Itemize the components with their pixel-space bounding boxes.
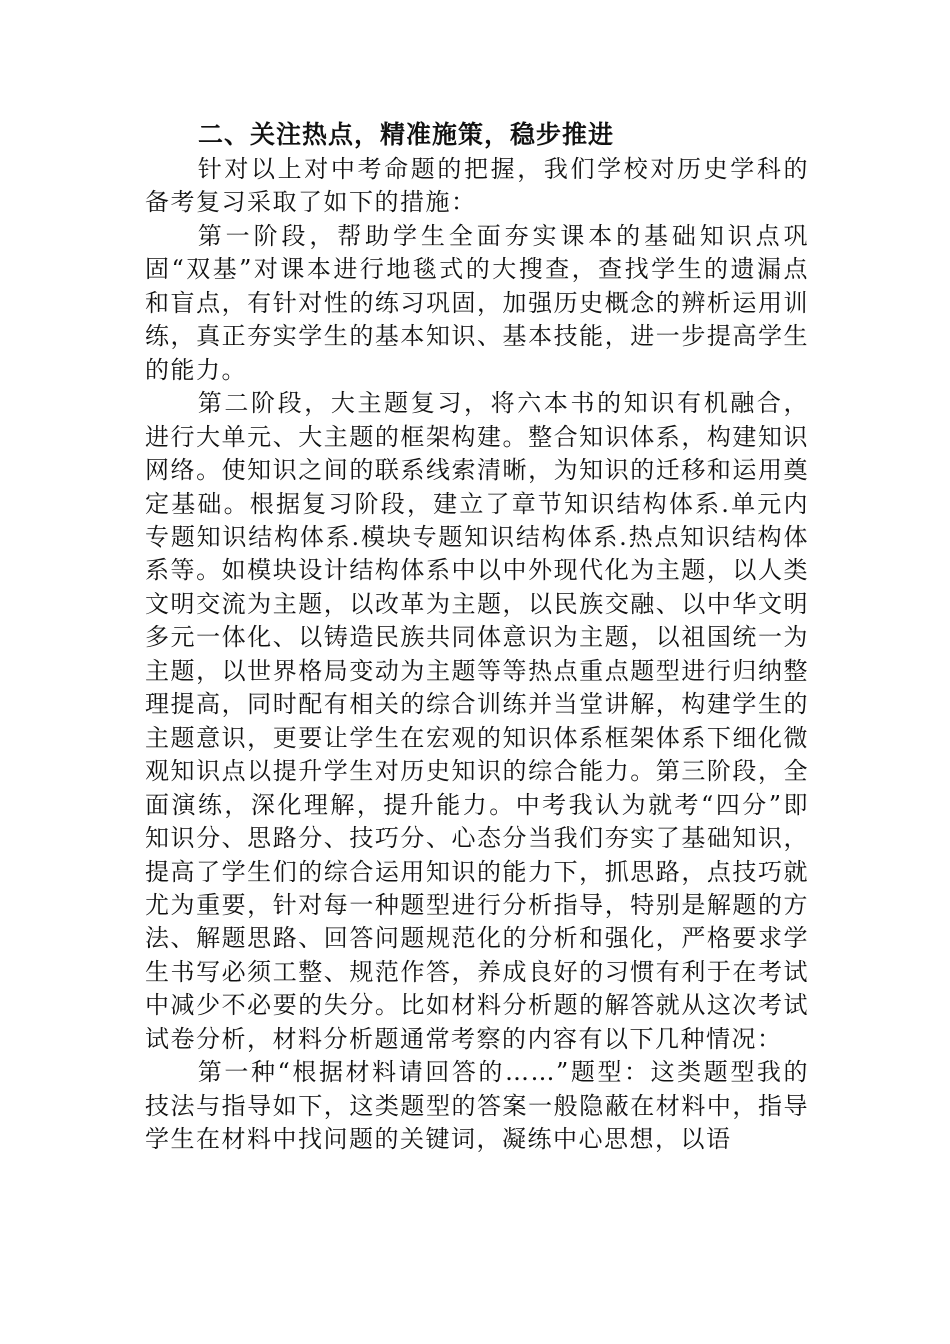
paragraph-question-type-one: 第一种“根据材料请回答的……”题型：这类题型我的技法与指导如下，这类题型的答案一般隐蔽在材料中，指导学生在材料中找问题的关键词，凝练中心思想，以语 <box>145 1058 809 1154</box>
paragraph-intro: 针对以上对中考命题的把握，我们学校对历史学科的备考复习采取了如下的措施： <box>145 155 809 217</box>
section-heading: 二、关注热点，精准施策，稳步推进 <box>198 120 615 149</box>
paragraph-stage-two-three: 第二阶段，大主题复习，将六本书的知识有机融合，进行大单元、大主题的框架构建。整合知识体系，构建知识网络。使知识之间的联系线索清晰，为知识的迁移和运用奠定基础。根据复习阶段，建立了章节知识结构体系.单元内专题知识结构体系.模块专题知识结构体系.热点知识结构体系等。如模块设计结构体系中以中外现代化为主题，以人类文明交流为主题，以改革为主题，以民族交融、以中华文明多元一体化、以铸造民族共同体意识为主题，以祖国统一为主题，以世界格局变动为主题等等热点重点题型进行归纳整理提高，同时配有相关的综合训练并当堂讲解，构建学生的主题意识，更要让学生在宏观的知识体系框架体系下细化微观知识点以提升学生对历史知识的综合能力。第三阶段，全面演练，深化理解，提升能力。中考我认为就考“四分”即知识分、思路分、技巧分、心态分当我们夯实了基础知识，提高了学生们的综合运用知识的能力下，抓思路，点技巧就尤为重要，针对每一种题型进行分析指导，特别是解题的方法、解题思路、回答问题规范化的分析和强化，严格要求学生书写必须工整、规范作答，养成良好的习惯有利于在考试中减少不必要的失分。比如材料分析题的解答就从这次考试试卷分析，材料分析题通常考察的内容有以下几种情况： <box>145 389 809 1053</box>
paragraph-stage-one: 第一阶段，帮助学生全面夯实课本的基础知识点巩固“双基”对课本进行地毯式的大搜查，查找学生的遗漏点和盲点，有针对性的练习巩固，加强历史概念的辨析运用训练，真正夯实学生的基本知识、基本技能，进一步提高学生的能力。 <box>145 221 809 384</box>
document-body <box>145 117 809 1157</box>
